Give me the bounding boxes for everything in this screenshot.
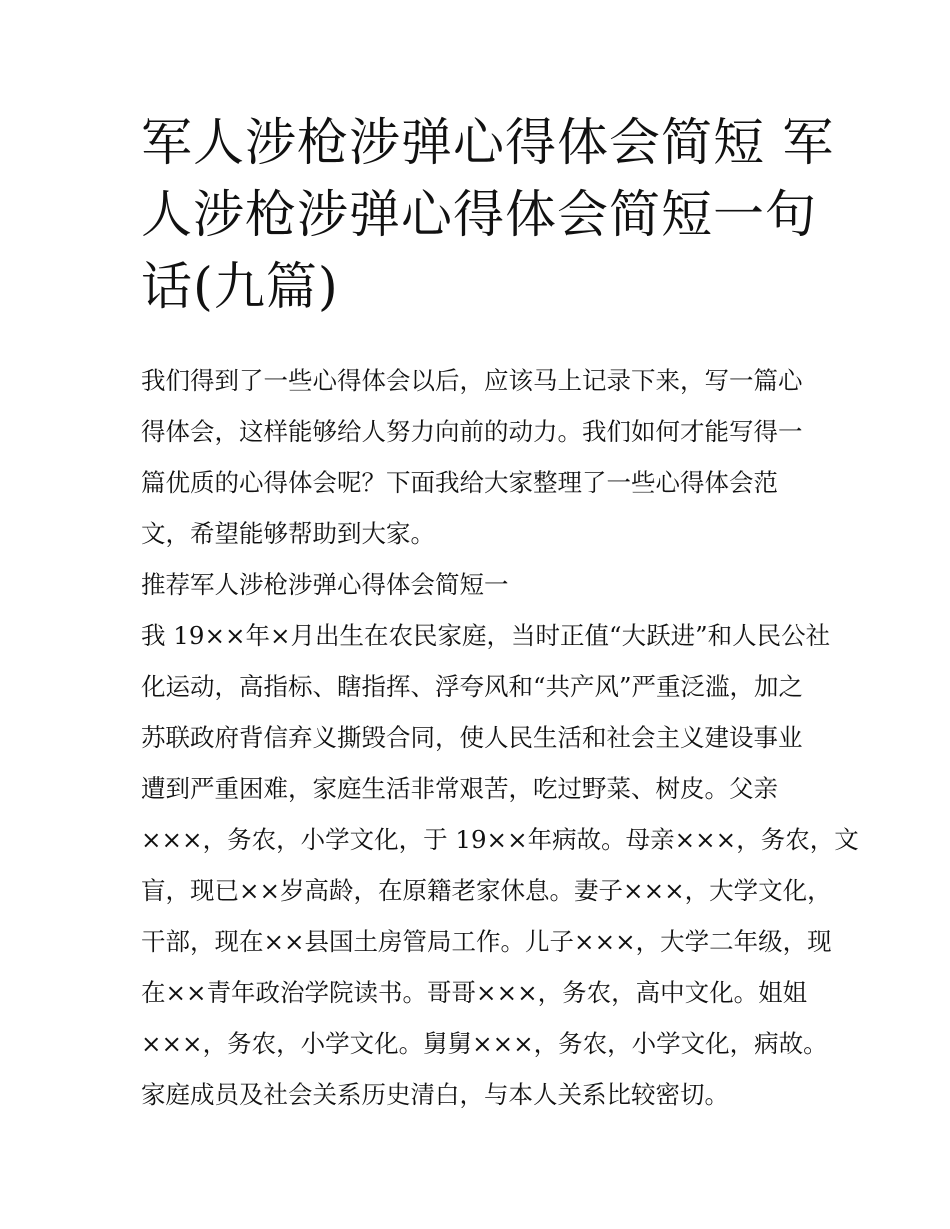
intro-line: 篇优质的心得体会呢？下面我给大家整理了一些心得体会范 [141,468,778,497]
intro-line: 我们得到了一些心得体会以后，应该马上记录下来，写一篇心 [141,366,803,395]
body-line: ×××，务农，小学文化，于 19××年病故。母亲×××，务农，文 [141,825,859,854]
body-line: ×××，务农，小学文化。舅舅×××，务农，小学文化，病故。 [141,1029,828,1058]
body-line: 苏联政府背信弃义撕毁合同，使人民生活和社会主义建设事业 [141,723,803,752]
body-line: 我 19××年×月出生在农民家庭，当时正值“大跃进”和人民公社 [141,621,831,650]
title-line: 话(九篇) [141,258,339,317]
intro-line: 得体会，这样能够给人努力向前的动力。我们如何才能写得一 [141,417,803,446]
title-line: 人涉枪涉弹心得体会简短一句 [141,186,818,245]
body-line: 在××青年政治学院读书。哥哥×××，务农，高中文化。姐姐 [141,978,808,1007]
body-line: 化运动，高指标、瞎指挥、浮夸风和“共产风”严重泛滥，加之 [141,672,804,701]
body-line: 家庭成员及社会关系历史清白，与本人关系比较密切。 [141,1080,729,1109]
section-heading: 推荐军人涉枪涉弹心得体会简短一 [141,570,509,599]
intro-line: 文，希望能够帮助到大家。 [141,519,435,548]
title-line: 军人涉枪涉弹心得体会简短 军 [141,114,835,173]
document-body [141,355,859,1120]
body-line: 干部，现在××县国土房管局工作。儿子×××，大学二年级，现 [141,927,832,956]
body-line: 盲，现已××岁高龄，在原籍老家休息。妻子×××，大学文化， [141,876,832,905]
document-title [141,108,835,324]
body-line: 遭到严重困难，家庭生活非常艰苦，吃过野菜、树皮。父亲 [141,774,778,803]
